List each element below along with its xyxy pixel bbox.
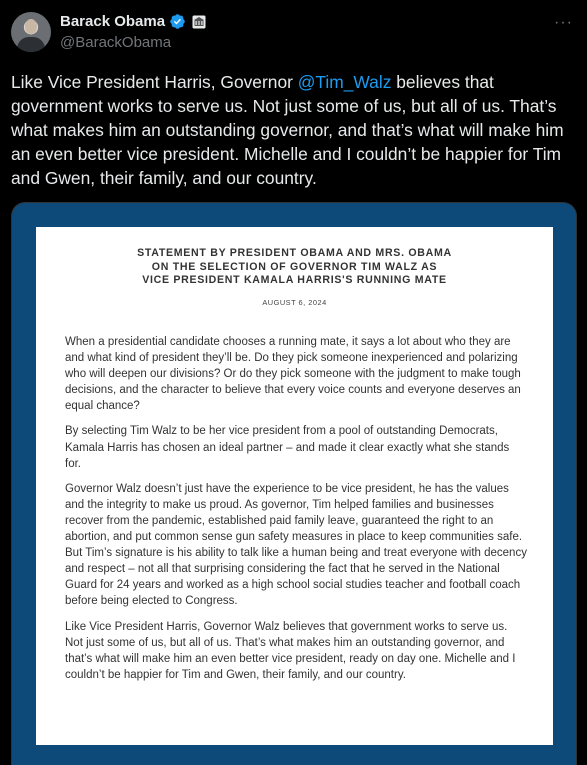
statement-paragraph: Like Vice President Harris, Governor Walz believes that government works to serve us. Not just some of us, but all of us. That’s what makes him an outstanding governor, and that’s what will make him an even better vice president, ready on day one. Michelle and I couldn’t be happier for Tim and Gwen, their family, and our country.: [65, 620, 516, 681]
statement-paragraph: By selecting Tim Walz to be her vice president from a pool of outstanding Democrats, Kamala Harris has chosen an ideal partner – and made it clear exactly what she stands for.: [65, 425, 510, 470]
verified-badge-icon[interactable]: [169, 13, 186, 30]
statement-title: [36, 247, 553, 288]
tweet-text: [11, 70, 577, 190]
statement-paragraph: When a presidential candidate chooses a running mate, it says a lot about who they are and what kind of president they’ll be. Do they pick someone inexperienced and polarizing who will deepen our divisions? Or do they pick someone with the judgment to make tough decisions, and the character to believe that every voice counts and everyone deserves an equal chance?: [65, 336, 521, 413]
more-options-icon[interactable]: ···: [554, 14, 573, 31]
avatar[interactable]: [11, 12, 51, 52]
government-seal-icon: [192, 15, 206, 29]
tweet-media-image[interactable]: [11, 202, 577, 765]
statement-title-line: ON THE SELECTION OF GOVERNOR TIM WALZ AS: [151, 260, 438, 273]
statement-title-line: VICE PRESIDENT KAMALA HARRIS'S RUNNING MATE: [142, 274, 447, 286]
mention-link[interactable]: @Tim_Walz: [297, 72, 392, 92]
author-name[interactable]: Barack Obama: [60, 13, 166, 30]
tweet-header: [0, 0, 587, 60]
statement-body: [65, 334, 527, 692]
statement-date: AUGUST 6, 2024: [262, 298, 327, 307]
author-handle[interactable]: @BarackObama: [60, 34, 172, 51]
avatar-face: [25, 19, 37, 34]
author-name-row[interactable]: [60, 13, 206, 30]
statement-paragraph: Governor Walz doesn’t just have the experience to be vice president, he has the values and the integrity to make us proud. As governor, Tim helped families and businesses recover from the pandemic, established paid family leave, guaranteed the right to an abortion, and put common sense gun safety measures in place to keep communities safe. But Tim’s signature is his ability to talk like a human being and treat everyone with decency and respect – not all that surprising considering the fact that he served in the National Guard for 24 years and worked as a high school social studies teacher and football coach before being elected to Congress.: [65, 482, 527, 608]
tweet-text-start: Like Vice President Harris, Governor: [11, 72, 298, 92]
statement-document: [36, 227, 553, 745]
avatar-suit: [17, 37, 45, 52]
statement-title-line: STATEMENT BY PRESIDENT OBAMA AND MRS. OBAMA: [137, 247, 452, 259]
tweet-text-end: believes that government works to serve us. Not just some of us, but all of us. That’s what makes him an outstanding governor, and that’s what will make him an even better vice president. Michelle and I couldn’t be happier for Tim and Gwen, their family, and our country.: [11, 72, 564, 188]
